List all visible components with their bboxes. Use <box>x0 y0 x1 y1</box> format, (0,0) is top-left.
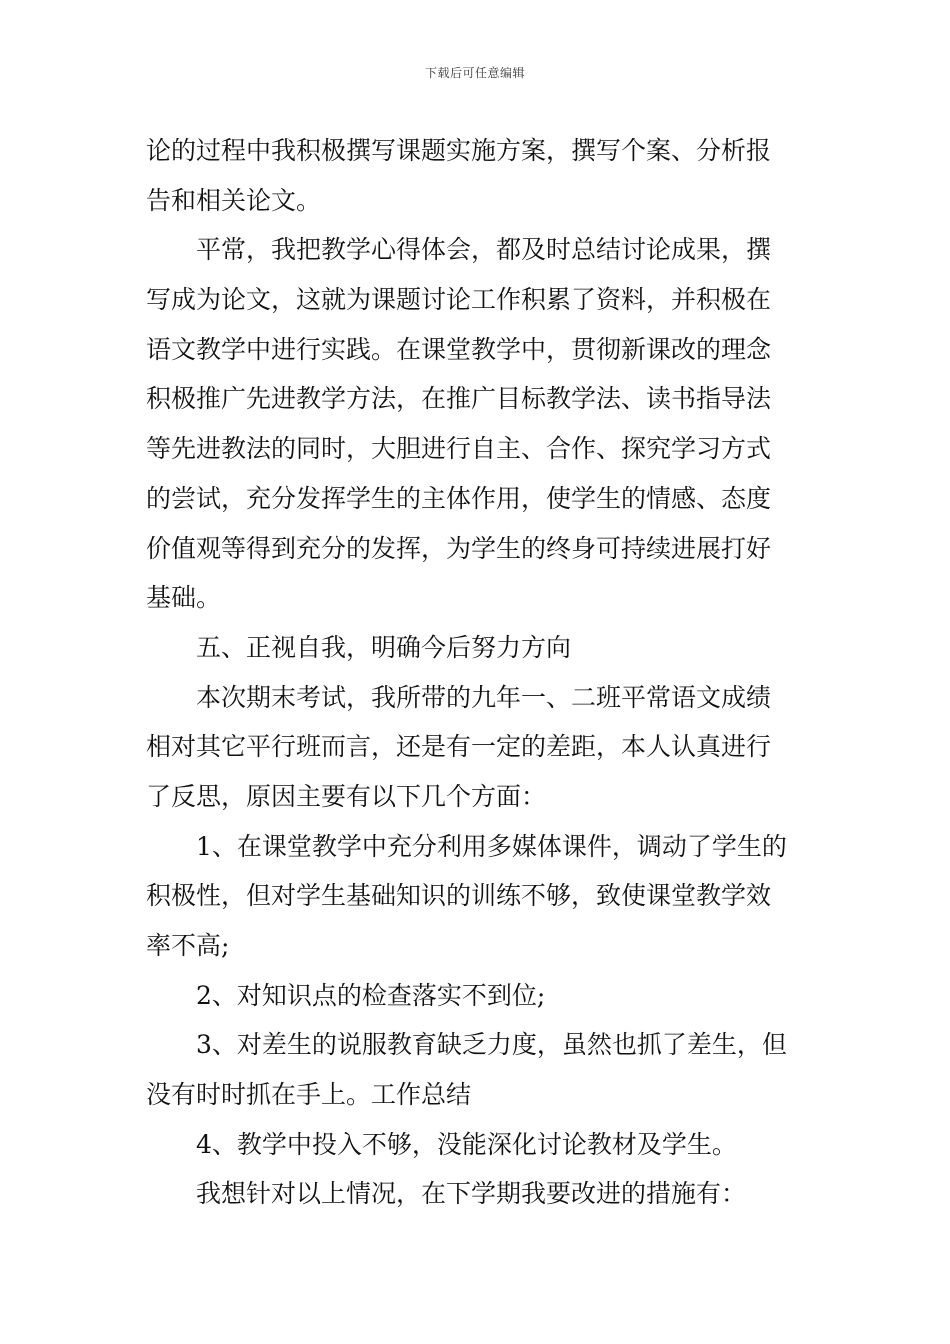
text-line-7: 等先进教法的同时，大胆进行自主、合作、探究学习方式 <box>146 434 772 464</box>
list-item-3-line-1: 3、对差生的说服教育缺乏力度，虽然也抓了差生，但 <box>196 1030 787 1060</box>
text-line-5: 语文教学中进行实践。在课堂教学中，贯彻新课改的理念 <box>146 334 772 364</box>
text-line-3: 平常，我把教学心得体会，都及时总结讨论成果，撰 <box>196 235 772 265</box>
text-line-6: 积极推广先进教学方法，在推广目标教学法、读书指导法 <box>146 384 772 414</box>
document-body <box>146 126 806 1219</box>
section-heading: 五、正视自我，明确今后努力方向 <box>196 632 572 662</box>
page-header: 下载后可任意编辑 <box>424 66 525 80</box>
list-item-4: 4、教学中投入不够，没能深化讨论教材及学生。 <box>196 1129 737 1159</box>
text-line-14: 了反思，原因主要有以下几个方面： <box>146 781 547 811</box>
text-line-13: 相对其它平行班而言，还是有一定的差距，本人认真进行 <box>146 732 772 762</box>
text-line-12: 本次期末考试，我所带的九年一、二班平常语文成绩 <box>196 682 772 712</box>
text-line-9: 价值观等得到充分的发挥，为学生的终身可持续进展打好 <box>146 533 772 563</box>
list-item-1-line-1: 1、在课堂教学中充分利用多媒体课件，调动了学生的 <box>196 831 787 861</box>
text-line-2: 告和相关论文。 <box>146 185 322 215</box>
text-line-4: 写成为论文，这就为课题讨论工作积累了资料，并积极在 <box>146 285 772 315</box>
list-item-1-line-2: 积极性，但对学生基础知识的训练不够，致使课堂教学效 <box>146 881 772 911</box>
text-line-8: 的尝试，充分发挥学生的主体作用，使学生的情感、态度 <box>146 483 772 513</box>
list-item-2: 2、对知识点的检查落实不到位; <box>196 980 546 1010</box>
list-item-1-line-3: 率不高; <box>146 931 230 960</box>
text-line-22: 我想针对以上情况，在下学期我要改进的措施有： <box>196 1179 747 1209</box>
list-item-3-line-2: 没有时时抓在手上。工作总结 <box>146 1080 472 1110</box>
text-line-1: 论的过程中我积极撰写课题实施方案，撰写个案、分析报 <box>146 136 772 165</box>
text-line-10: 基础。 <box>146 583 222 613</box>
